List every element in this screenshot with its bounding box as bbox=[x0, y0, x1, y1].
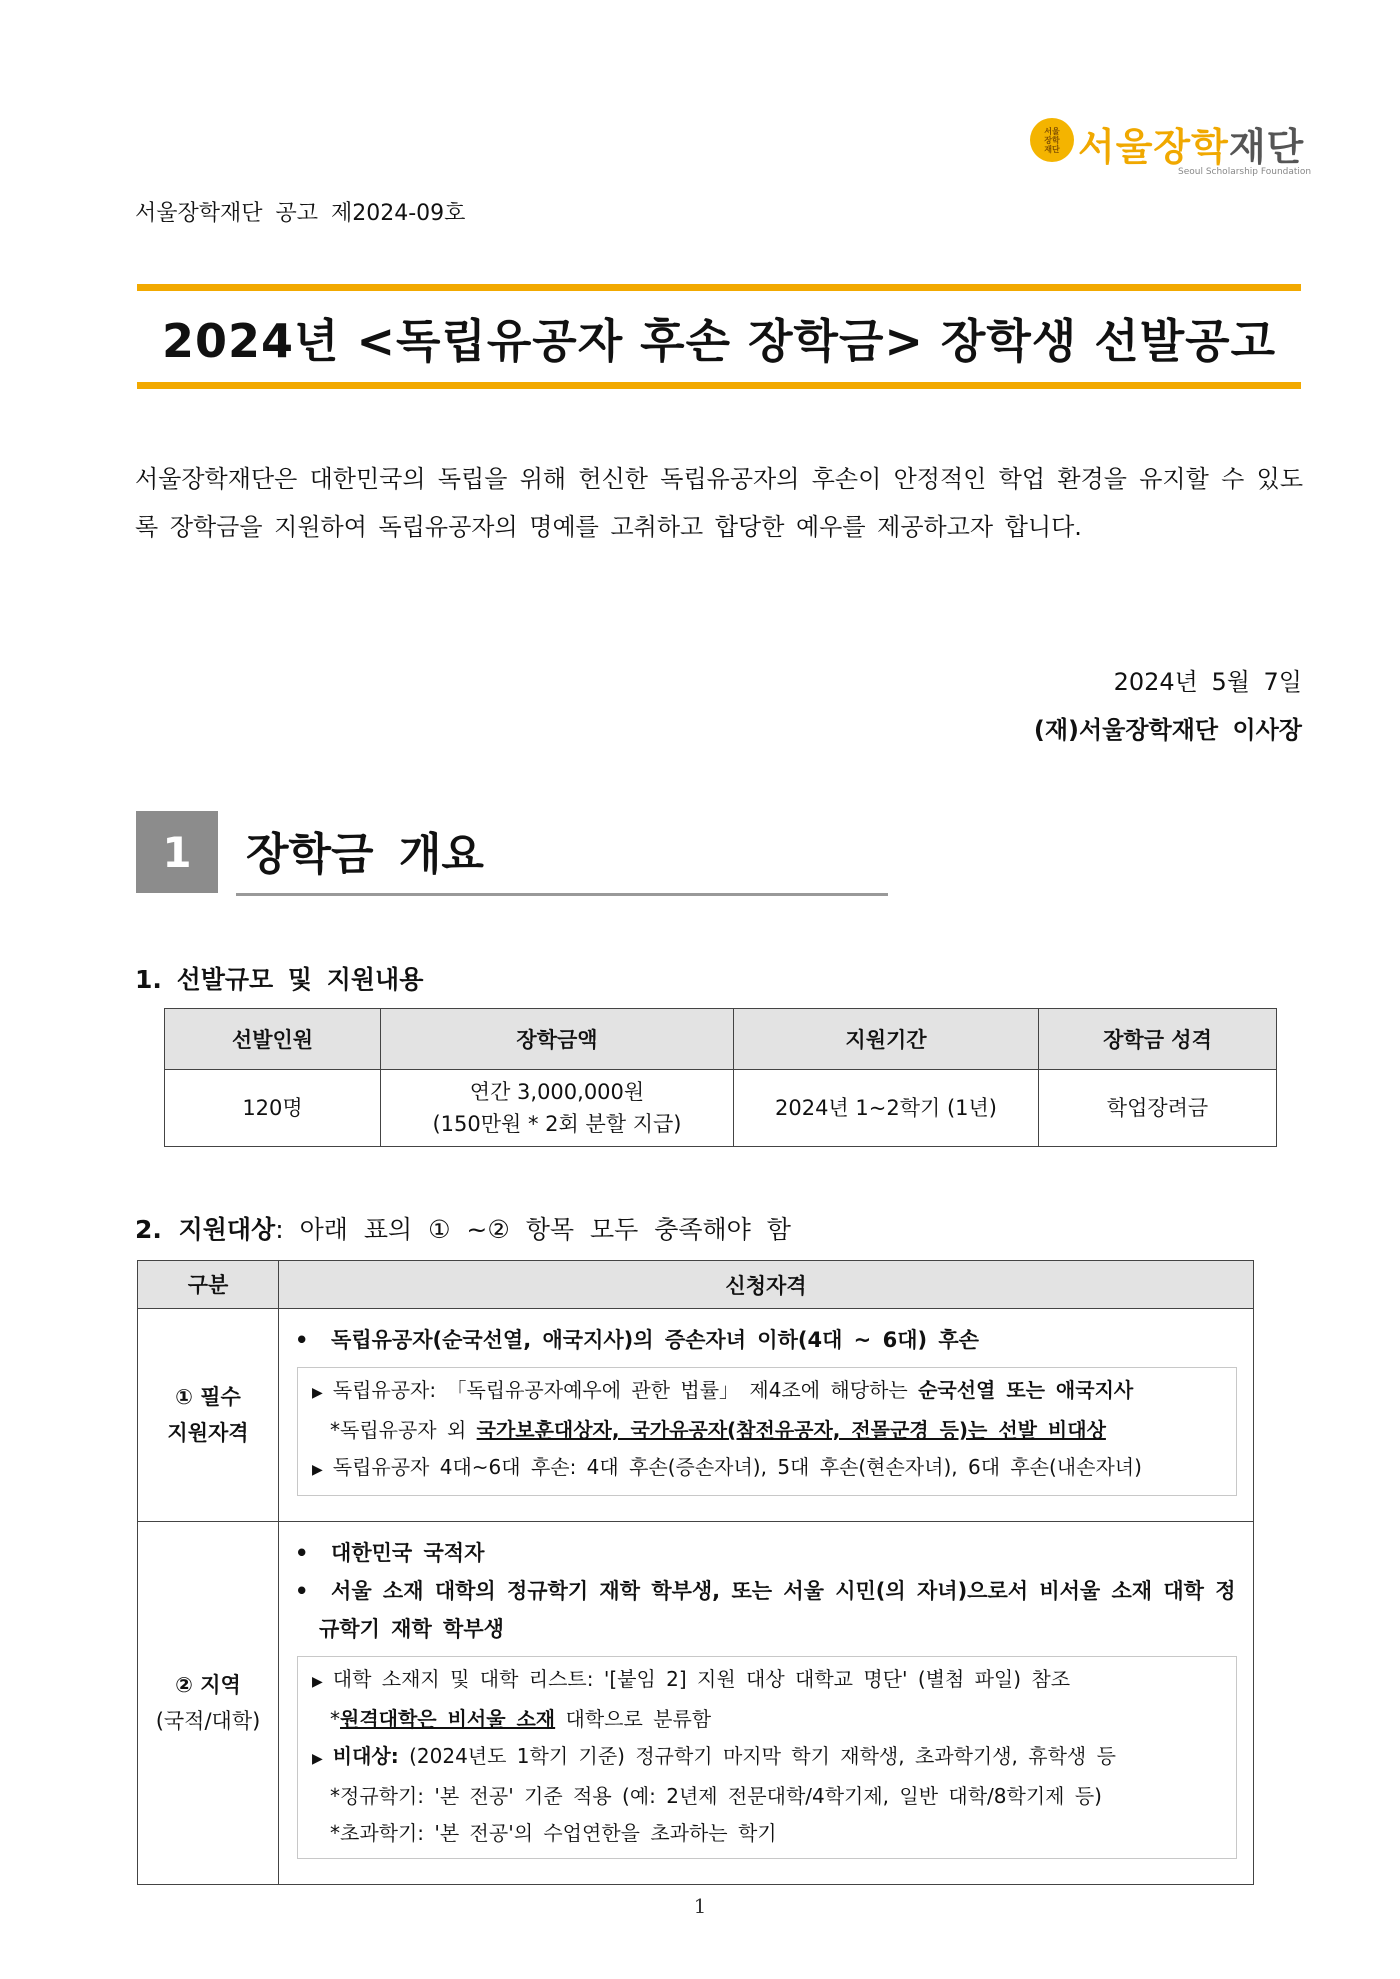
list-item: • 대한민국 국적자 bbox=[295, 1541, 485, 1565]
detail-underlined: 국가보훈대상자, 국가유공자(참전유공자, 전몰군경 등)는 선발 비대상 bbox=[476, 1418, 1106, 1442]
detail-line bbox=[312, 1815, 1224, 1852]
bullet-text: 대한민국 국적자 bbox=[331, 1541, 485, 1565]
cell-qualification-region bbox=[279, 1522, 1254, 1885]
detail-text: 대학으로 분류함 bbox=[555, 1707, 712, 1731]
section-underline bbox=[236, 893, 888, 896]
table-row bbox=[138, 1522, 1254, 1885]
amount-line-2: (150만원 * 2회 분할 지급) bbox=[432, 1112, 682, 1136]
logo-name-part1: 서울장학 bbox=[1078, 125, 1229, 169]
foundation-logo bbox=[1030, 112, 1310, 182]
triangle-bullet-icon: ▶ bbox=[312, 1385, 323, 1401]
detail-text: 독립유공자 4대~6대 후손: 4대 후손(증손자녀), 5대 후손(현손자녀), 6대 후손(내손자녀) bbox=[332, 1455, 1142, 1479]
logo-name-part2: 재단 bbox=[1228, 125, 1305, 169]
cell-amount bbox=[381, 1070, 734, 1147]
table-header-row bbox=[165, 1009, 1277, 1070]
header-amount: 장학금액 bbox=[381, 1009, 734, 1070]
detail-text: *초과학기: '본 전공'의 수업연한을 초과하는 학기 bbox=[330, 1821, 777, 1845]
detail-underlined: 원격대학은 비서울 소재 bbox=[340, 1707, 556, 1731]
page-number: 1 bbox=[693, 1894, 707, 1918]
header-count: 선발인원 bbox=[165, 1009, 381, 1070]
header-period: 지원기간 bbox=[734, 1009, 1039, 1070]
detail-line bbox=[312, 1778, 1224, 1815]
amount-line-1: 연간 3,000,000원 bbox=[469, 1080, 645, 1104]
cell-category-region bbox=[138, 1522, 279, 1885]
subheading-eligibility-rest: : 아래 표의 ① ~② 항목 모두 충족해야 함 bbox=[275, 1215, 791, 1244]
eligibility-table bbox=[137, 1260, 1254, 1885]
detail-text: 대학 소재지 및 대학 리스트: '[붙임 2] 지원 대상 대학교 명단' (별첨 파일) 참조 bbox=[332, 1667, 1071, 1691]
logo-emblem-text: 서울 장학 재단 bbox=[1044, 126, 1060, 154]
title-bar-top bbox=[137, 284, 1301, 291]
detail-text: (2024년도 1학기 기준) 정규학기 마지막 학기 재학생, 초과학기생, 휴학생 등 bbox=[398, 1744, 1116, 1768]
header-nature: 장학금 성격 bbox=[1039, 1009, 1277, 1070]
logo-name bbox=[1078, 116, 1304, 171]
intro-paragraph: 서울장학재단은 대한민국의 독립을 위해 헌신한 독립유공자의 후손이 안정적인 학업 환경을 유지할 수 있도록 장학금을 지원하여 독립유공자의 명예를 고취하고 합당한 예우를 제공하고자 합니다. bbox=[135, 465, 1303, 541]
subheading-eligibility bbox=[135, 1210, 791, 1246]
subheading-selection: 1. 선발규모 및 지원내용 bbox=[135, 965, 424, 994]
detail-line bbox=[312, 1412, 1224, 1449]
signer: (재)서울장학재단 이사장 bbox=[1033, 716, 1302, 744]
detail-line bbox=[312, 1738, 1224, 1778]
table-row bbox=[165, 1070, 1277, 1147]
detail-text: * bbox=[330, 1707, 340, 1731]
detail-bold: 비대상: bbox=[332, 1744, 399, 1768]
bullet-text: 독립유공자(순국선열, 애국지사)의 증손자녀 이하(4대 ~ 6대) 후손 bbox=[331, 1328, 979, 1352]
cell-qualification-required bbox=[279, 1309, 1254, 1522]
logo-emblem bbox=[1030, 118, 1074, 162]
detail-box bbox=[297, 1656, 1237, 1859]
bullet-text: 서울 소재 대학의 정규학기 재학 학부생, 또는 서울 시민(의 자녀)으로서 비서울 소재 대학 정규학기 재학 학부생 bbox=[319, 1579, 1236, 1641]
detail-text: 독립유공자: 「독립유공자예우에 관한 법률」 제4조에 해당하는 bbox=[332, 1378, 919, 1402]
triangle-bullet-icon: ▶ bbox=[312, 1751, 323, 1767]
category-line-1: ① 필수 bbox=[175, 1385, 241, 1409]
list-item: • 서울 소재 대학의 정규학기 재학 학부생, 또는 서울 시민(의 자녀)으로서 비서울 소재 대학 정규학기 재학 학부생 bbox=[295, 1579, 1236, 1641]
section-number: 1 bbox=[136, 811, 218, 893]
category-line-2: (국적/대학) bbox=[155, 1709, 261, 1733]
detail-box bbox=[297, 1367, 1237, 1496]
table-row bbox=[138, 1309, 1254, 1522]
notice-date: 2024년 5월 7일 bbox=[1113, 668, 1302, 696]
title-bar-bottom bbox=[137, 382, 1301, 389]
triangle-bullet-icon: ▶ bbox=[312, 1674, 323, 1690]
section-title: 장학금 개요 bbox=[246, 829, 484, 880]
logo-subtitle: Seoul Scholarship Foundation bbox=[1178, 167, 1312, 177]
list-item: • 독립유공자(순국선열, 애국지사)의 증손자녀 이하(4대 ~ 6대) 후손 bbox=[295, 1328, 979, 1352]
detail-line bbox=[312, 1661, 1224, 1701]
detail-line bbox=[312, 1701, 1224, 1738]
cell-count: 120명 bbox=[165, 1070, 381, 1147]
triangle-bullet-icon: ▶ bbox=[312, 1462, 323, 1478]
category-line-2: 지원자격 bbox=[167, 1421, 249, 1445]
cell-nature: 학업장려금 bbox=[1039, 1070, 1277, 1147]
cell-category-required bbox=[138, 1309, 279, 1522]
table-header-row bbox=[138, 1261, 1254, 1309]
subheading-eligibility-bold: 2. 지원대상 bbox=[135, 1215, 276, 1244]
category-line-1: ② 지역 bbox=[175, 1673, 241, 1697]
detail-line bbox=[312, 1372, 1224, 1412]
header-qualification: 신청자격 bbox=[279, 1261, 1254, 1309]
notice-number: 서울장학재단 공고 제2024-09호 bbox=[135, 201, 466, 226]
detail-text: *독립유공자 외 bbox=[330, 1418, 477, 1442]
detail-bold: 순국선열 또는 애국지사 bbox=[918, 1378, 1134, 1402]
support-table bbox=[164, 1008, 1277, 1147]
cell-period: 2024년 1~2학기 (1년) bbox=[734, 1070, 1039, 1147]
header-category: 구분 bbox=[138, 1261, 279, 1309]
document-title: 2024년 <독립유공자 후손 장학금> 장학생 선발공고 bbox=[161, 314, 1277, 368]
detail-line bbox=[312, 1449, 1224, 1489]
detail-text: *정규학기: '본 전공' 기준 적용 (예: 2년제 전문대학/4학기제, 일반 대학/8학기제 등) bbox=[330, 1784, 1102, 1808]
